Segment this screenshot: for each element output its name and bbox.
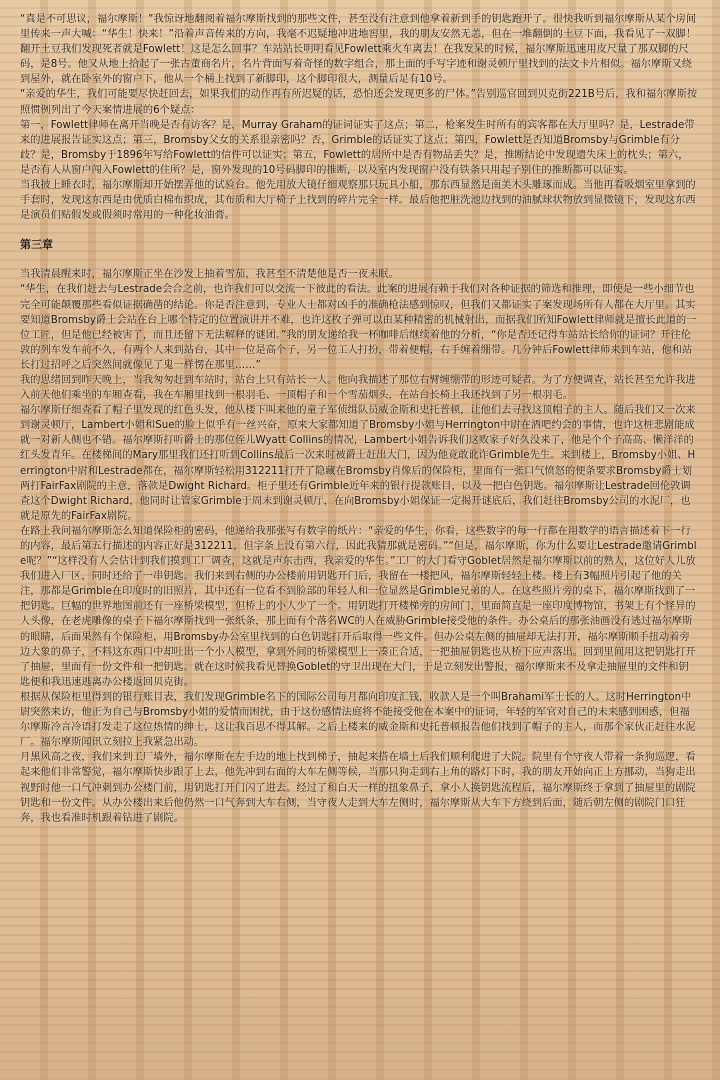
background-wood-texture [0, 990, 720, 1080]
paragraph: 当我清晨醒来时，福尔摩斯正坐在沙发上抽着雪茄，我甚至不清楚他是否一夜未眠。 [20, 269, 399, 281]
paragraph: “亲爱的华生，我们可能要尽快赶回去，如果我们的动作再有所迟疑的话，恐怕还会发现更多的尸体。”告别巡官回到贝克街221B号后，我和福尔摩斯按照惯例列出了今天案情进展的6个疑点： [20, 89, 698, 116]
paragraph: 根据从保险柜里得到的银行账目表，我们发现Grimble名下的国际公司每月都向印度汇钱，收款人是一个叫Brahami军士长的人。这时Herrington中尉突然来访，他正为自己与Bromsby小姐的爱情而困扰，由于这份感情法庭将不能接受他在本案中的证词，年轻的军官对自己的未来感到困惑，但福尔摩斯冷言冷语打发走了这位热情的绅士，这让我百思不得其解。之后上楼来的威金斯和史托普顿报告他们找到了帽子的主人，而那个家伙正赶往水泥厂。福尔摩斯闻讯立刻拉上我紧急出动。 [20, 691, 696, 749]
paragraph: 我的思绪回到昨天晚上，当我匆匆赶到车站时，站台上只有站长一人。他向我描述了那位右臂缠绷带的形迹可疑者。为了方便调查，站长甚至允许我进入前天他们乘坐的车厢查看，我在车厢里找到一根羽毛、一顶帽子和一个雪茄烟头，在站台长椅上我还找到了另一根羽毛。 [20, 374, 696, 402]
document-page [20, 12, 698, 826]
paragraph: 第一，Fowlett律师在离开当晚是否有访客？是，Murray Graham的证词证实了这点；第二，枪案发生时所有的宾客都在大厅里吗？是，Lestrade带来的进展报告证实这点；第三，Bromsby父女的关系很亲密吗？否，Grimble的话证实了这点；第四，Fowlett是否知道Bromsby与Grimble有分歧？是，Bromsby于1896年写给Fowlett的信件可以证实；第五，Fowlett的居所中是否有物品丢失？是，推断结论中发现遗失床上的枕头；第六，是否有人从窗户闯入Fowlett的住所？是，窗外发现的10号码脚印的推断，以及室内发现窗户没有铁条只用起子别住的推断都可以证实。 [20, 119, 695, 176]
paragraph: 福尔摩斯仔细查看了帽子里发现的红色头发，他从楼下叫来他的童子军侦缉队员威金斯和史托普顿，让他们去寻找这顶帽子的主人。随后我们又一次来到谢灵顿厅，Lambert小姐和Sue的脸上似乎有一丝兴奋，原来大家都知道了Bromsby小姐与Herrington中尉在酒吧约会的事情，也许这桩悲剧能成就一对新人侧也不错。福尔摩斯打听爵士的那位侄儿Wyatt Collins的情况，Lambert小姐告诉我们这败家子好久没来了，他是个个子高高、懒洋洋的红头发青年。在楼梯间的Mary那里我们还打听到Collins最后一次来时被爵士赶出大门，因为他竟敢讹诈Grimble先生。来到楼上，Bromsby小姐、Herrington中尉和Lestrade都在，福尔摩斯轻松用312211打开了隐藏在Bromsby肖像后的保险柜，里面有一张口气愤怒的便条要求Bromsby爵士划两打FairFax剧院的主意，落款是Dwight Richard。柜子里还有Grimble近年来的银行提款账目，以及一把白色钥匙。福尔摩斯让Lestrade回伦敦调查这个Dwight Richard，他同时让管家Grimble于周末到谢灵顿厅，在向Bromsby小姐保证一定揭开谜底后，我们赶往Bromsby公司的水泥厂，也就是原先的FairFax剧院。 [20, 405, 696, 522]
paragraph: 在路上我问福尔摩斯怎么知道保险柜的密码，他递给我那张写有数字的纸片：“亲爱的华生，你看，这些数字的每一行都在用数学的语言描述着下一行的内容，最后第五行描述的内容正好是312211，但字条上没有第六行，因此我猜那就是密码。”“但是，福尔摩斯，你为什么要让Lestrade邀请Grimble呢？”“这样没有人会估计到我们摸到工厂调查，这就是声东击西，我亲爱的华生。”工厂的大门看守Goblet居然是福尔摩斯以前的熟人，这位好人儿放我们进入厂区，同时还给了一串钥匙。我们来到右侧的办公楼前用钥匙开门后，我留在一楼把风，福尔摩斯轻轻上楼。楼上有3幅照片引起了他的关注，那都是Grimble在印度时的旧照片，其中还有一位看不到脸部的年轻人和一位显然是Grimble兄弟的人。在这些照片旁的桌下，福尔摩斯找到了一把钥匙。巨幅的世界地图前还有一座桥梁模型，但桥上的小人少了一个。用钥匙打开楼梯旁的房间门，里面简直是一座印度博物馆，书架上有个怪异的人头像，在老虎雕像的桌子下福尔摩斯找到一张纸条，那上面有个落名WC的人在威胁Grimble接受他的条件。办公桌后的那张油画没有逃过福尔摩斯的眼睛，后面果然有个保险柜，用Bromsby办公室里找到的白色钥匙打开后取得一些文件。但办公桌左侧的抽屉却无法打开，福尔摩斯顺手扭动着旁边大象的鼻子，不料这东西口中却吐出一个小人模型，拿到外间的桥梁模型上一凑正合适，一把抽屉钥匙也从桥下应声落出。回到里间用这把钥匙打开了抽屉，里面有一份文件和一把钥匙。就在这时候我看见替换Goblet的守卫出现在大门，于是立刻发出警报，福尔摩斯来不及拿走抽屉里的文件和钥匙便和我迅速逃离办公楼返回贝克街。 [20, 525, 697, 688]
paragraph: 当我披上睡衣时，福尔摩斯却开始摆弄他的试验台。他先用放大镜仔细观察那只玩具小船，那东西显然是南美木头雕琢而成。当他再看吸烟室里拿到的手套时，发现这东西是由优质白棉布织成，其布质和大厅椅子上找到的碎片完全一样。最后他把脏洗池边找到的油腻球状物放到显微镜下，发现这东西是演员们贴假发或假须时常用的一种化妆油膏。 [20, 180, 696, 222]
chapter-heading: 第三章 [20, 238, 53, 252]
paragraph: “真是不可思议，福尔摩斯！”我惊讶地翻阅着福尔摩斯找到的那些文件，甚至没有注意到他拿着新到手的钥匙跑开了。很快我听到福尔摩斯从某个房间里传来一声大喊：“华生！快来！”沿着声音传来的方向，我毫不迟疑地冲进地窖里，我的朋友安然无恙，但在一堆翻倒的土豆下面，我看见了一双脚！翻开土豆我们发现死者就是Fowlett！这是怎么回事？车站站长明明看见Fowlett乘火车离去！在我发呆的时候，福尔摩斯迅速用皮尺量了那双脚的尺码，是8号。他又从地上拾起了一张古董商名片，名片背面写着奇怪的数字组合，那上面的手写字迹和谢灵顿厅里找到的法文卡片相似。福尔摩斯又绕到屋外，就在卧室外的窗户下，他从一个桶上找到了新脚印，这个脚印很大，测量后足有10号。 [20, 14, 697, 86]
paragraph: “华生，在我们赶去与Lestrade会合之前，也许我们可以交流一下彼此的看法。此案的进展有赖于我们对各种证据的筛选和推理，即使是一些小细节也完全可能颠覆那些看似证据确凿的结论。你是否注意到，专业人士都对凶手的准确枪法感到惊叹，但我们又都证实了案发现场所有人都在大厅里。其实要知道Bromsby爵士会站在台上哪个特定的位置演讲并不难，也许这枚子弹可以由某种精密的机械射出，而据我们所知Fowlett律师就是擅长此道的一位工匠，但是他已经被害了，而且还留下无法解释的谜团。”我的朋友递给我一杯咖啡后继续着他的分析，“你是否还记得车站站长给你的证词？开往伦敦的列车发车前不久，有两个人来到站台，其中一位是高个子，另一位工人打扮，带着便帽，右手缠着绷带。几分钟后Fowlett律师来到车站，他和站长打过招呼之后突然间就像见了鬼一样愣在那里……” [20, 284, 697, 371]
paragraph: 月黑风高之夜，我们来到工厂墙外，福尔摩斯在左手边的地上找到梯子，抽起来搭在墙上后我们顺利爬进了大院。院里有个守夜人带着一条狗巡逻，看起来他们非常警觉，福尔摩斯快步跟了上去，他先冲到右面的大车左侧等候，当那只狗走到右上角的路灯下时，我的朋友开始向正上方挪动，当狗走出视野时他一口气冲刺到办公楼门前，用钥匙打开门闪了进去。经过了和白天一样的扭象鼻子，拿小人换钥匙流程后，福尔摩斯终于拿到了抽屉里的剧院钥匙和一份文件。从办公楼出来后他仍然一口气奔到大车右侧，当守夜人走到大车左侧时，福尔摩斯从大车下方绕到后面，随后朝左侧的剧院门口狂奔，我也看准时机跟着钻进了剧院。 [20, 752, 696, 824]
